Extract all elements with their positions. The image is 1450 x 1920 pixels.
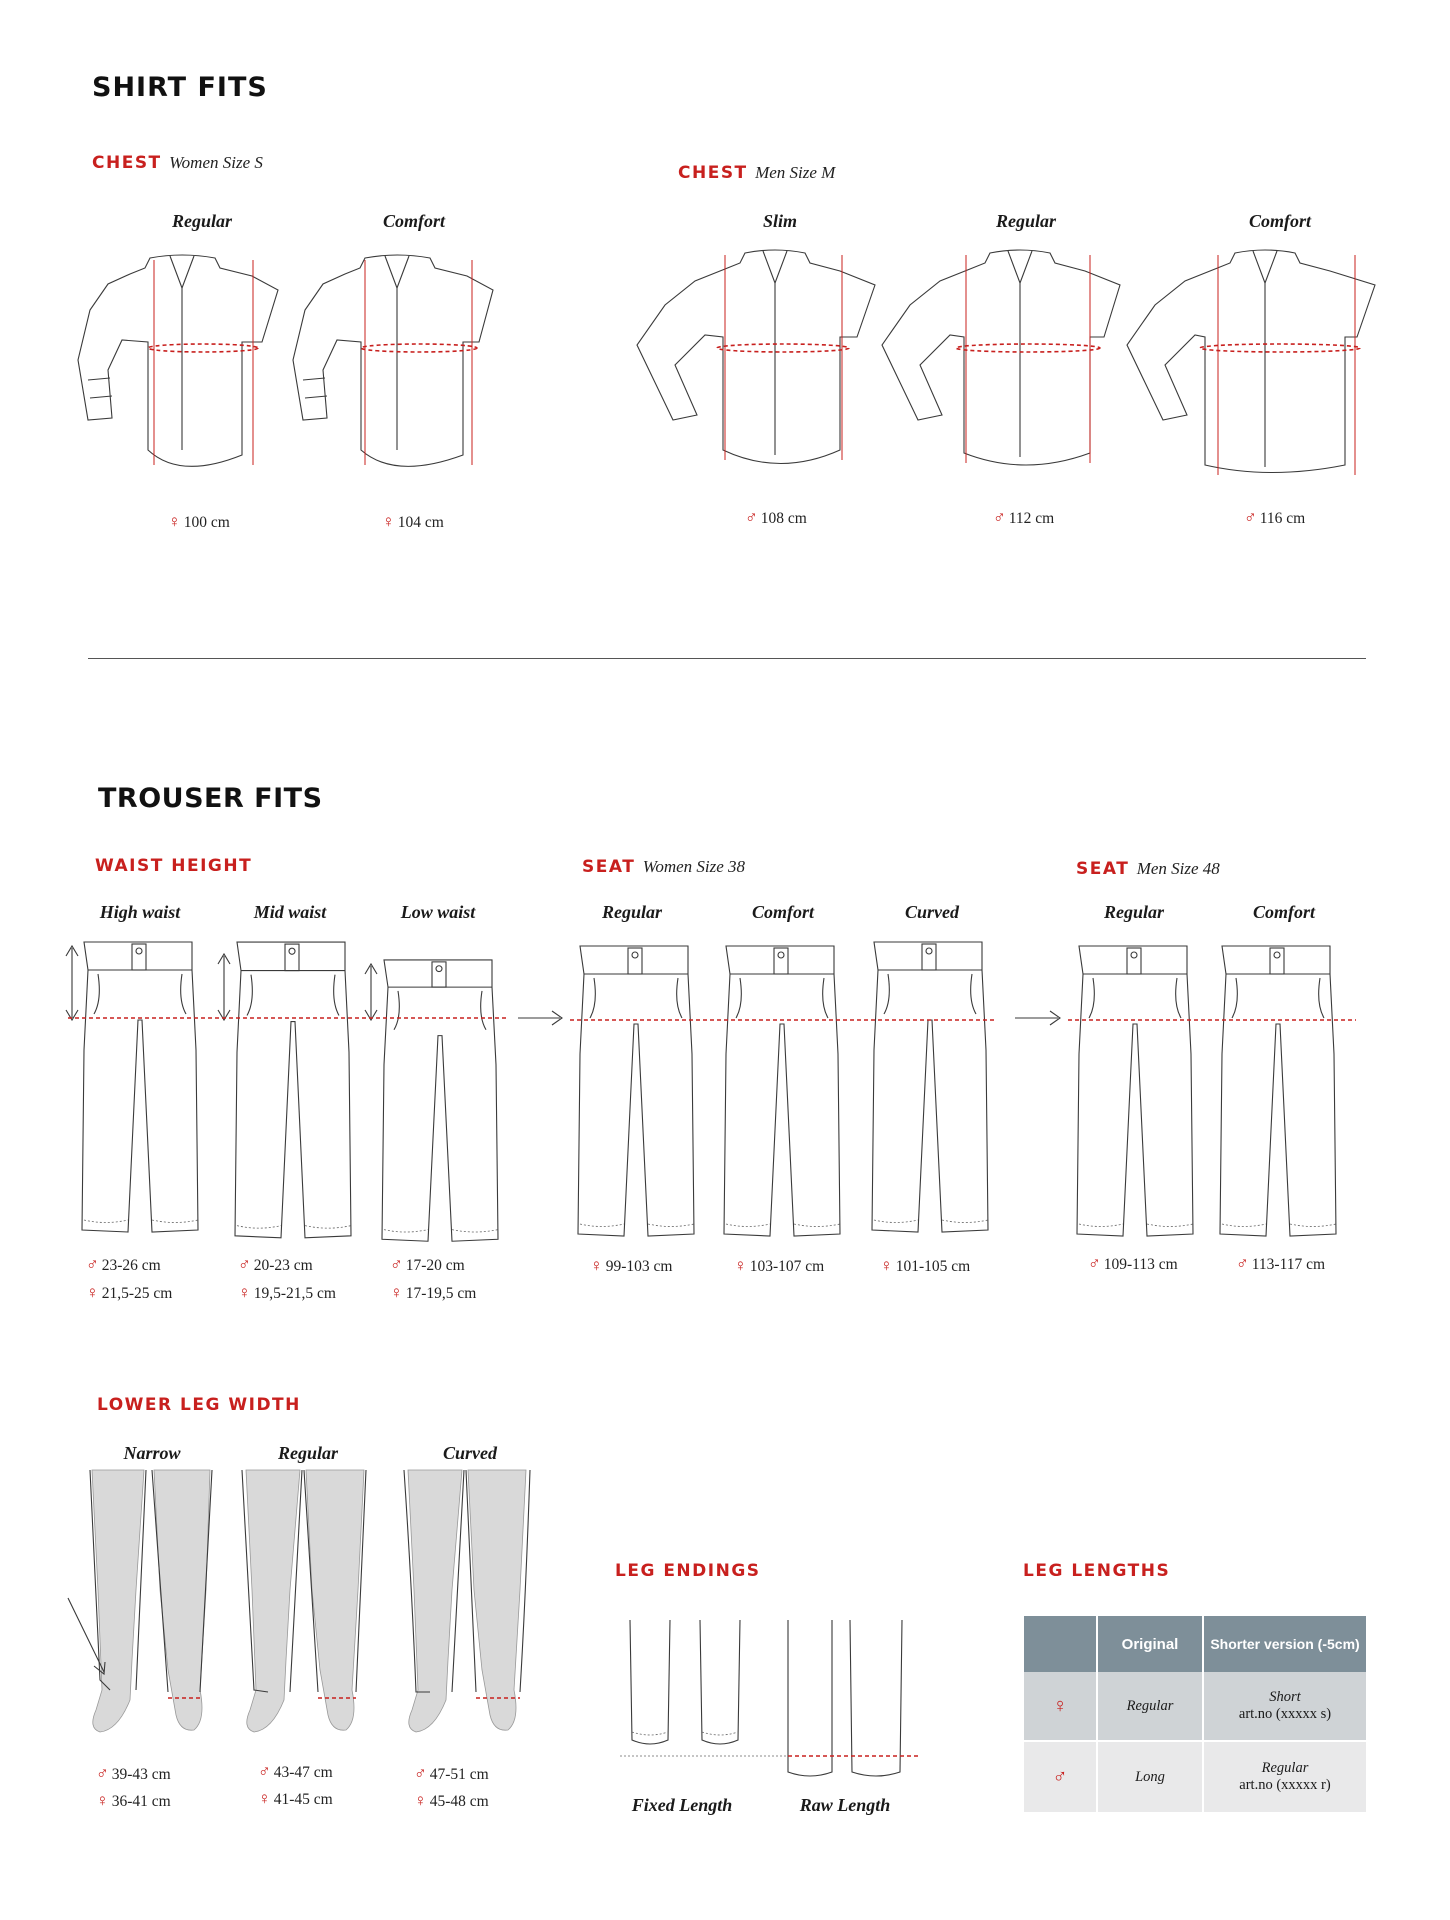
shirt-men-slim-label: Slim: [762, 211, 797, 231]
shirt-fits-title: SHIRT FITS: [92, 72, 268, 103]
seat-men-size: Men Size 48: [1136, 859, 1220, 878]
male-icon: ♂: [258, 1762, 271, 1781]
waist-mid-women: ♀ 19,5-21,5 cm: [238, 1283, 336, 1302]
female-icon: ♀: [168, 512, 181, 531]
waist-low-men: ♂ 17-20 cm: [390, 1255, 465, 1274]
row-male-original: Long: [1097, 1741, 1203, 1812]
female-icon: ♀: [382, 512, 395, 531]
lower-leg-regular-drawing: [240, 1470, 370, 1750]
shirt-women-regular-value: ♀ 100 cm: [168, 512, 230, 531]
waist-high-women: ♀ 21,5-25 cm: [86, 1283, 173, 1302]
male-icon: ♂: [96, 1764, 109, 1783]
leg-endings-heading: LEG ENDINGS: [615, 1561, 761, 1581]
male-icon: ♂: [1244, 508, 1257, 527]
row-female-short-art: art.no (xxxxx s): [1238, 1706, 1332, 1722]
row-female-original: Regular: [1097, 1672, 1203, 1741]
male-icon: ♂: [390, 1255, 403, 1274]
lower-leg-narrow-arrow: [60, 1590, 120, 1680]
row-male-short: [1203, 1741, 1366, 1812]
lower-leg-curved-men: ♂ 47-51 cm: [414, 1764, 489, 1783]
waist-low-label: Low waist: [400, 902, 476, 922]
table-row: [1024, 1672, 1366, 1741]
seat-men-regular-label: Regular: [1103, 902, 1164, 922]
male-icon: ♂: [993, 508, 1006, 527]
waist-high-men: ♂ 23-26 cm: [86, 1255, 161, 1274]
female-icon: ♀: [238, 1283, 251, 1302]
table-row: [1024, 1741, 1366, 1812]
chest-women-size: Women Size S: [169, 153, 263, 172]
shirt-women-comfort-label: Comfort: [382, 211, 445, 231]
row-male-short-name: Regular: [1261, 1760, 1309, 1776]
lower-leg-regular-men: ♂ 43-47 cm: [258, 1762, 333, 1781]
female-icon: ♀: [880, 1256, 893, 1275]
female-icon: ♀: [734, 1256, 747, 1275]
seat-men-comfort-value: ♂ 113-117 cm: [1236, 1254, 1326, 1273]
seat-women-comfort-value: ♀ 103-107 cm: [734, 1256, 825, 1275]
lower-leg-width-heading: LOWER LEG WIDTH: [97, 1395, 301, 1415]
lower-leg-regular-label: Regular: [277, 1443, 338, 1463]
raw-length-label: Raw Length: [799, 1795, 891, 1815]
waist-mid-men: ♂ 20-23 cm: [238, 1255, 313, 1274]
leg-lengths-heading: LEG LENGTHS: [1023, 1561, 1171, 1581]
shirt-men-comfort-value: ♂ 116 cm: [1244, 508, 1306, 527]
row-female-short-name: Short: [1269, 1689, 1301, 1705]
female-icon: ♀: [1024, 1672, 1097, 1741]
waist-mid-label: Mid waist: [253, 902, 327, 922]
seat-women-regular-label: Regular: [601, 902, 662, 922]
lower-leg-curved-women: ♀ 45-48 cm: [414, 1791, 489, 1810]
lower-leg-curved-label: Curved: [443, 1443, 497, 1463]
shirt-men-slim-value: ♂ 108 cm: [745, 508, 807, 527]
waist-low-women: ♀ 17-19,5 cm: [390, 1283, 477, 1302]
seat-men-label: SEAT: [1076, 859, 1130, 879]
shirt-men-comfort-label: Comfort: [1248, 211, 1311, 231]
leg-lengths-table: [1024, 1616, 1366, 1812]
shirt-women-comfort-value: ♀ 104 cm: [382, 512, 444, 531]
shirt-men-regular-value: ♂ 112 cm: [993, 508, 1055, 527]
female-icon: ♀: [96, 1791, 109, 1810]
female-icon: ♀: [590, 1256, 603, 1275]
row-male-short-art: art.no (xxxxx r): [1239, 1777, 1331, 1793]
fixed-length-label: Fixed Length: [631, 1795, 733, 1815]
male-icon: ♂: [1024, 1741, 1097, 1812]
table-header-shorter: Shorter version (-5cm): [1203, 1616, 1366, 1672]
waist-high-label: High waist: [99, 902, 181, 922]
shirt-women-regular-label: Regular: [171, 211, 232, 231]
female-icon: ♀: [258, 1789, 271, 1808]
female-icon: ♀: [86, 1283, 99, 1302]
waist-height-heading: WAIST HEIGHT: [95, 856, 253, 876]
seat-women-curved-label: Curved: [905, 902, 959, 922]
table-header-blank: [1024, 1616, 1097, 1672]
male-icon: ♂: [414, 1764, 427, 1783]
lower-leg-narrow-label: Narrow: [123, 1443, 181, 1463]
seat-women-comfort-label: Comfort: [751, 902, 814, 922]
male-icon: ♂: [86, 1255, 99, 1274]
lower-leg-narrow-women: ♀ 36-41 cm: [96, 1791, 171, 1810]
table-header-row: [1024, 1616, 1366, 1672]
chest-men-label: CHEST: [678, 163, 748, 183]
male-icon: ♂: [1088, 1254, 1101, 1273]
table-header-original: Original: [1097, 1616, 1203, 1672]
lower-leg-regular-women: ♀ 41-45 cm: [258, 1789, 333, 1808]
lower-leg-narrow-men: ♂ 39-43 cm: [96, 1764, 171, 1783]
chest-men-size: Men Size M: [755, 163, 836, 182]
row-female-short: [1203, 1672, 1366, 1741]
seat-women-size: Women Size 38: [642, 857, 746, 876]
leg-endings-drawing: [620, 1620, 930, 1780]
shirt-men-regular-label: Regular: [995, 211, 1056, 231]
seat-women-curved-value: ♀ 101-105 cm: [880, 1256, 971, 1275]
male-icon: ♂: [1236, 1254, 1249, 1273]
female-icon: ♀: [414, 1791, 427, 1810]
seat-women-label: SEAT: [582, 857, 636, 877]
lower-leg-curved-drawing: [402, 1470, 532, 1750]
chest-women-label: CHEST: [92, 153, 162, 173]
male-icon: ♂: [745, 508, 758, 527]
seat-men-regular-value: ♂ 109-113 cm: [1088, 1254, 1178, 1273]
seat-women-regular-value: ♀ 99-103 cm: [590, 1256, 673, 1275]
male-icon: ♂: [238, 1255, 251, 1274]
trouser-fits-title: TROUSER FITS: [98, 783, 323, 814]
female-icon: ♀: [390, 1283, 403, 1302]
seat-men-comfort-label: Comfort: [1252, 902, 1315, 922]
